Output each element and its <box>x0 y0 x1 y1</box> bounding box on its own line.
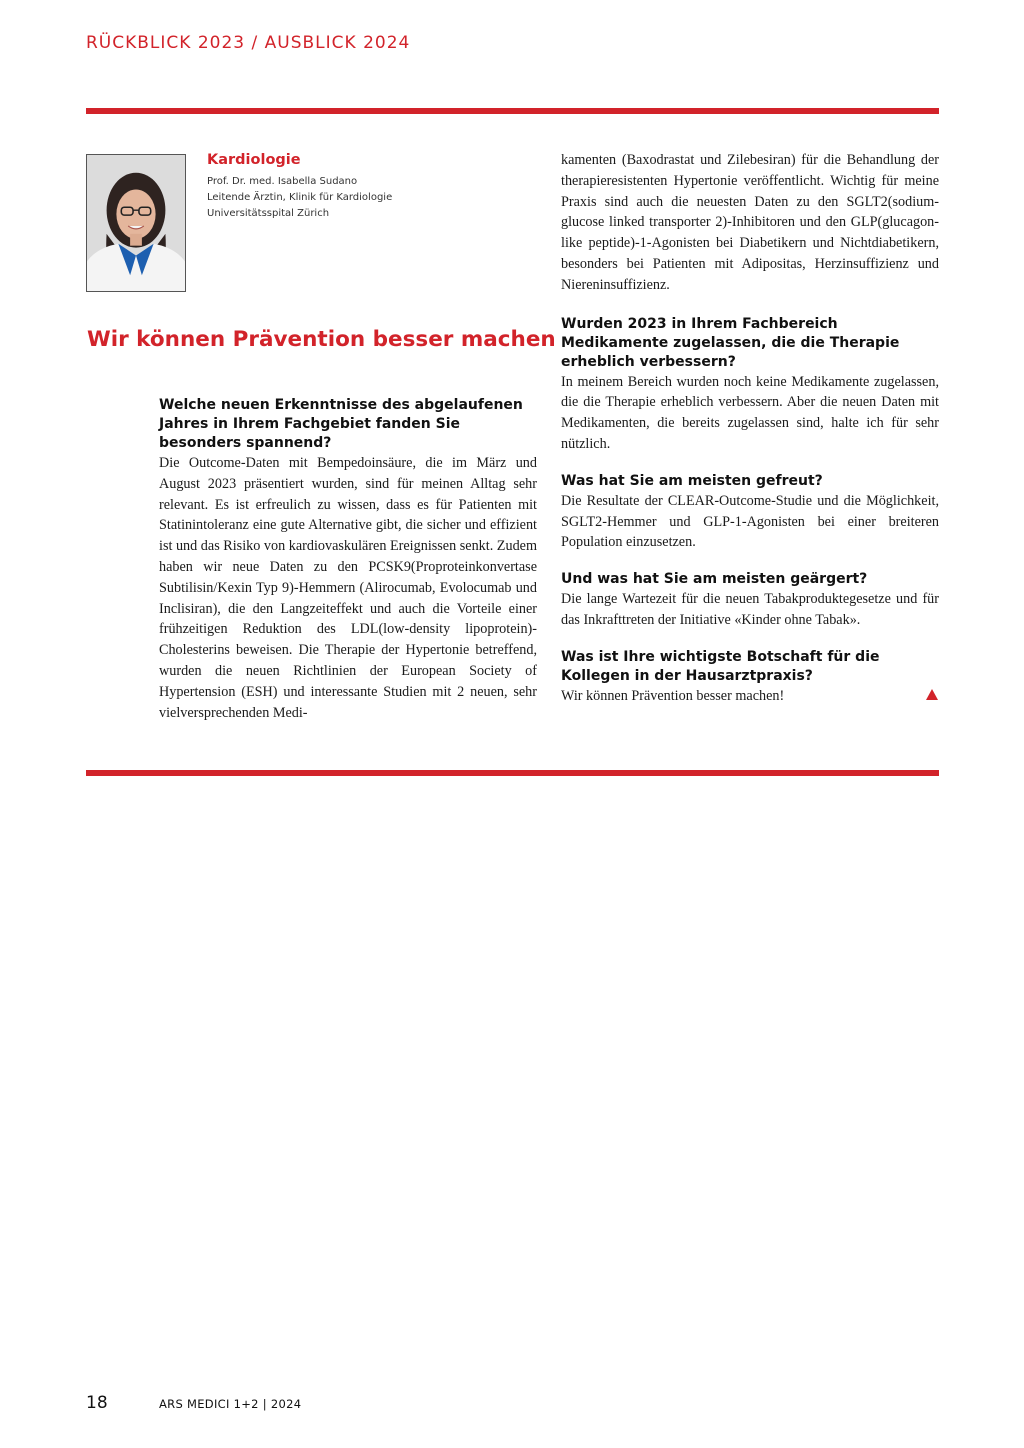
answer: Die Outcome-Daten mit Bempedoinsäure, die im März und August 2023 präsentiert wurden, sind für meinen Alltag sehr relevant. Es ist erfreulich zu wissen, dass es für Patienten mit Statinintoleranz eine gute Alternative gibt, die sicher und effizient ist und das Risiko von kardiovaskulären Ereignissen senkt. Zudem haben wir neue Daten zu den PCSK9(Proproteinkonvertase Subtilisin/Kexin Typ 9)-Hemmern (Alirocumab, Evolocumab und Inclisiran), die den Langzeiteffekt und auch die Vorteile einer frühzeitigen Reduktion des LDL(low-density lipoprotein)-Cholesterins beweisen. Die Therapie der Hypertonie betreffend, wurden die neuen Richtlinien der European Society of Hypertension (ESH) und interessante Studien mit 2 neuen, sehr vielversprechenden Medi- <box>159 455 537 721</box>
answer-continued: kamenten (Baxodrastat und Zilebesiran) für die Behandlung der therapieresistenten Hypertonie veröffentlicht. Wichtig für meine Praxis sind auch die neuesten Daten zu den SGLT2(sodium-glucose linked transporter 2)-Inhibitoren und den GLP(glucagon-like peptide)-1-Agonisten bei Diabetikern und Nichtdiabetikern, besonders bei Patienten mit Adipositas, Herzinsuffizienz und Niereninsuffizienz. <box>561 152 939 293</box>
answer: Die lange Wartezeit für die neuen Tabakproduktegesetze und für das Inkrafttreten der Initiative «Kinder ohne Tabak». <box>561 591 939 628</box>
author-photo <box>86 154 186 292</box>
author-info <box>207 152 507 222</box>
top-divider <box>86 108 939 114</box>
answer: Wir können Prävention besser machen! <box>561 687 785 704</box>
qa-block <box>561 648 939 707</box>
page-number: 18 <box>86 1393 108 1413</box>
qa-block <box>159 396 537 723</box>
question: Was ist Ihre wichtigste Botschaft für die Kollegen in der Hausarztpraxis? <box>561 648 880 684</box>
article-headline: Wir können Prävention besser machen <box>87 327 556 352</box>
author-institution: Universitätsspital Zürich <box>207 208 330 219</box>
specialty-label: Kardiologie <box>207 152 301 168</box>
question: Wurden 2023 in Ihrem Fachbereich Medikamente zugelassen, die die Therapie erheblich verbessern? <box>561 315 900 370</box>
portrait-image <box>87 155 185 291</box>
triangle-up-icon <box>926 689 938 700</box>
bottom-divider <box>86 770 939 776</box>
question: Welche neuen Erkenntnisse des abgelaufenen Jahres in Ihrem Fachgebiet fanden Sie besonders spannend? <box>159 397 523 451</box>
magazine-issue: ARS MEDICI 1+2 | 2024 <box>159 1397 302 1411</box>
qa-block <box>561 315 939 455</box>
author-position: Leitende Ärztin, Klinik für Kardiologie <box>207 192 393 203</box>
section-title: RÜCKBLICK 2023 / AUSBLICK 2024 <box>86 33 411 53</box>
answer: Die Resultate der CLEAR-Outcome-Studie und die Möglichkeit, SGLT2-Hemmer und GLP-1-Agonisten bei einer breiteren Population einzusetzen. <box>561 492 939 551</box>
author-name: Prof. Dr. med. Isabella Sudano <box>207 176 358 187</box>
qa-block <box>561 570 939 631</box>
left-column <box>159 396 537 723</box>
question: Und was hat Sie am meisten geärgert? <box>561 571 868 588</box>
qa-block <box>561 472 939 553</box>
question: Was hat Sie am meisten gefreut? <box>561 472 823 489</box>
right-column <box>561 150 939 707</box>
answer: In meinem Bereich wurden noch keine Medikamente zugelassen, die die Therapie erheblich verbessern. Aber die neuen Daten mit Medikamenten, die bereits zugelassen sind, halte ich für sehr nützlich. <box>561 373 939 452</box>
